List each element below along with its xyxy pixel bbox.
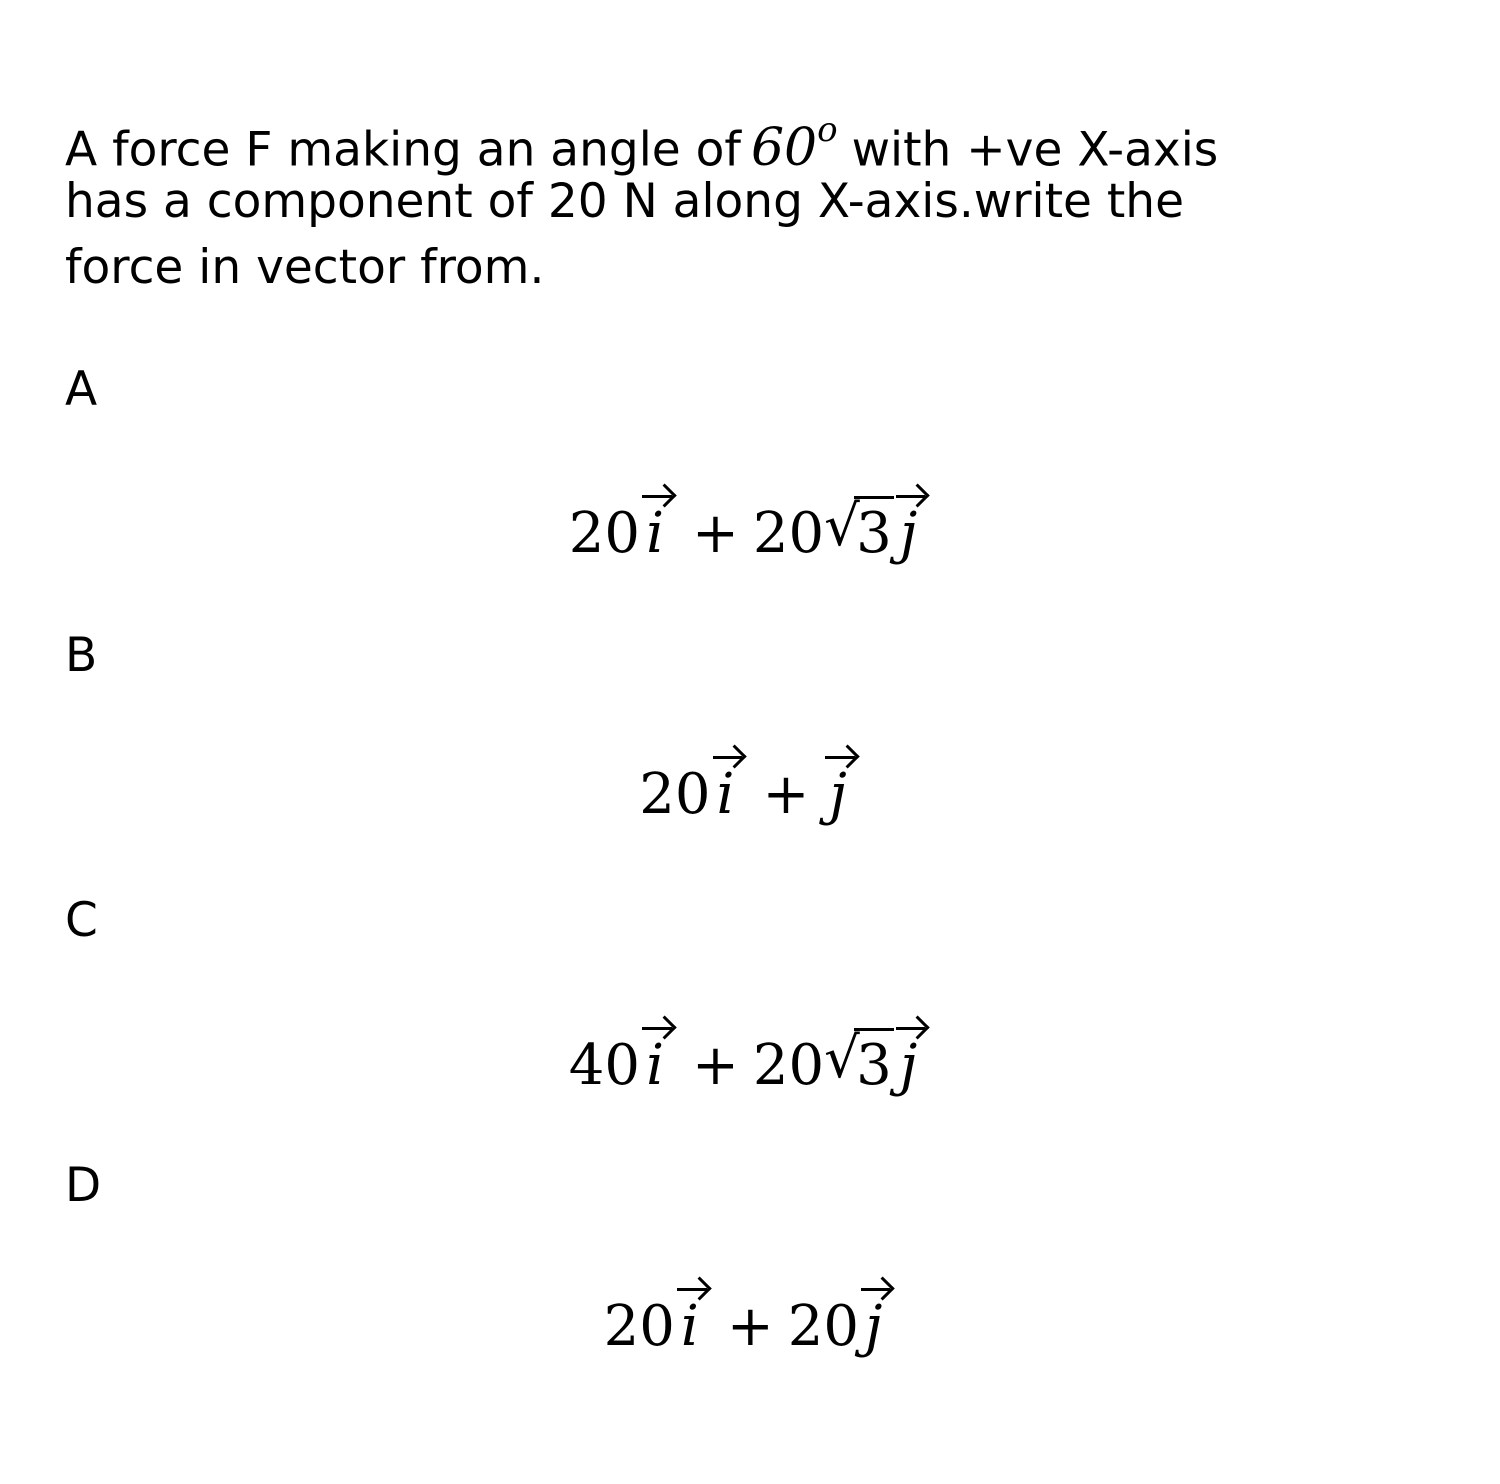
option-a-label[interactable]: A (65, 362, 98, 417)
option-a-vector-j: j (894, 499, 931, 569)
option-d-coef-j: 20 (787, 1294, 859, 1359)
option-c-label[interactable]: C (65, 893, 98, 948)
option-b-plus: + (762, 762, 810, 827)
option-a-plus: + (691, 501, 739, 566)
option-a-coef-j: 20 (752, 501, 825, 566)
question-line-3: force in vector from. (65, 240, 545, 295)
question-text (65, 92, 1445, 312)
option-c-sqrt (824, 1028, 894, 1101)
option-a-sqrt-value: 3 (854, 496, 894, 569)
option-c-plus: + (691, 1033, 739, 1098)
option-d-vector-j: j (859, 1292, 896, 1362)
option-b-vector-i: i (711, 760, 749, 830)
option-b-coef-i: 20 (639, 762, 711, 827)
option-b-formula[interactable] (0, 760, 1500, 830)
option-a-vector-i: i (640, 499, 678, 569)
option-c-vector-j: j (894, 1031, 931, 1101)
question-line-1-after: with +ve X-axis (851, 122, 1219, 178)
option-a-sqrt (824, 496, 894, 569)
option-d-coef-i: 20 (603, 1294, 675, 1359)
option-c-vector-i: i (640, 1031, 678, 1101)
option-d-plus: + (726, 1294, 774, 1359)
option-c-sqrt-value: 3 (854, 1028, 894, 1101)
option-d-formula[interactable] (0, 1292, 1500, 1362)
angle-value: 60 (750, 118, 818, 179)
option-a-coef-i: 20 (568, 501, 641, 566)
option-a-formula[interactable] (0, 496, 1500, 569)
option-d-label[interactable]: D (65, 1158, 102, 1213)
question-line-1-before: A force F making an angle of (65, 122, 741, 178)
option-c-coef-i: 40 (568, 1033, 641, 1098)
option-c-coef-j: 20 (752, 1033, 825, 1098)
option-c-formula[interactable] (0, 1028, 1500, 1101)
option-b-vector-j: j (823, 760, 860, 830)
angle-superscript: o (817, 110, 838, 150)
option-d-vector-i: i (675, 1292, 713, 1362)
option-b-label[interactable]: B (65, 628, 98, 683)
question-line-2: has a component of 20 N along X-axis.write the (65, 174, 1185, 229)
